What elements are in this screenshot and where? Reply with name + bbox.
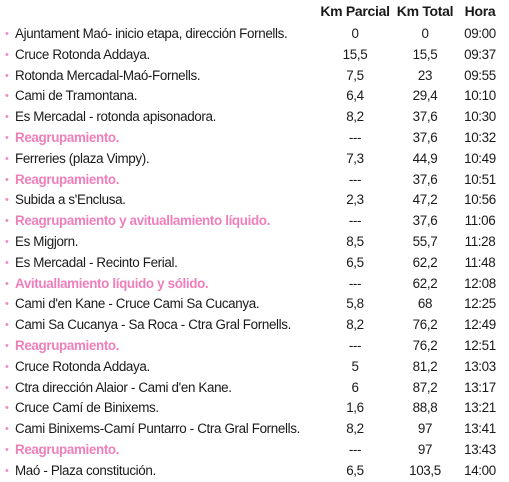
header-hora: Hora — [464, 3, 496, 19]
cell-km-total: 47,2 — [412, 192, 438, 208]
row-label: Cami d'en Kane - Cruce Cami Sa Cucanya. — [15, 296, 260, 312]
cell-km-total: 23 — [417, 67, 433, 83]
cell-km-total: 76,2 — [412, 337, 438, 353]
bullet-icon: • — [5, 339, 9, 352]
cell-km-parcial: 15,5 — [342, 46, 368, 62]
bullet-icon: • — [5, 28, 9, 40]
bullet-icon: • — [5, 235, 9, 248]
regroup-row — [0, 170, 509, 191]
cell-hora: 13:41 — [464, 421, 496, 437]
cell-km-parcial: 7,3 — [346, 150, 364, 166]
table-row — [0, 461, 509, 482]
cell-hora: 12:08 — [464, 275, 496, 291]
cell-km-parcial: 8,2 — [346, 109, 364, 125]
cell-km-parcial: 7,5 — [346, 67, 364, 83]
table-row — [0, 378, 509, 399]
header-km-total: Km Total — [396, 3, 454, 19]
cell-hora: 12:51 — [464, 337, 496, 353]
cell-km-parcial: 5 — [351, 358, 359, 374]
table-body — [0, 24, 509, 482]
cell-km-total: 37,6 — [412, 129, 438, 145]
bullet-icon: • — [5, 423, 9, 436]
bullet-icon: • — [5, 152, 9, 165]
bullet-icon: • — [5, 319, 9, 332]
table-row — [0, 45, 509, 66]
cell-km-total: 97 — [417, 441, 433, 457]
row-label: Reagrupamiento. — [15, 441, 120, 457]
cell-km-total: 76,2 — [412, 317, 438, 333]
cell-km-parcial: 6,4 — [346, 88, 364, 104]
cell-km-total: 37,6 — [412, 213, 438, 229]
cell-km-parcial: 8,5 — [346, 233, 364, 249]
table-row — [0, 398, 509, 419]
bullet-icon: • — [5, 256, 9, 269]
regroup-row — [0, 211, 509, 232]
row-label: Reagrupamiento y avituallamiento líquido. — [15, 213, 270, 229]
bullet-icon: • — [5, 215, 9, 228]
cell-km-total: 37,6 — [412, 109, 438, 125]
cell-km-total: 44,9 — [412, 150, 438, 166]
bullet-icon: • — [5, 111, 9, 124]
cell-km-parcial: --- — [348, 337, 362, 353]
table-row — [0, 86, 509, 107]
header-km-parcial: Km Parcial — [320, 3, 390, 19]
table-row — [0, 253, 509, 274]
cell-hora: 13:43 — [464, 441, 496, 457]
table-row — [0, 66, 509, 87]
table-row — [0, 357, 509, 378]
table-row — [0, 315, 509, 336]
row-label: Cruce Camí de Binixems. — [15, 400, 159, 416]
bullet-icon: • — [5, 464, 9, 477]
bullet-icon: • — [5, 298, 9, 311]
row-label: Cami Binixems-Camí Puntarro - Ctra Gral Fornells. — [15, 421, 300, 437]
cell-km-parcial: 6,5 — [346, 254, 364, 270]
cell-hora: 11:48 — [464, 254, 496, 270]
cell-km-parcial: 0 — [351, 26, 359, 41]
row-label: Es Migjorn. — [15, 233, 79, 249]
cell-hora: 12:25 — [464, 296, 496, 312]
cell-km-total: 103,5 — [409, 462, 441, 478]
cell-hora: 10:49 — [464, 150, 496, 166]
bullet-icon: • — [5, 360, 9, 373]
row-label: Maó - Plaza constitución. — [15, 462, 156, 478]
cell-km-parcial: 1,6 — [346, 400, 364, 416]
bullet-icon: • — [5, 443, 9, 456]
row-label: Cruce Rotonda Addaya. — [15, 46, 150, 62]
cell-km-total: 97 — [417, 421, 433, 437]
cell-hora: 10:56 — [464, 192, 496, 208]
row-label: Cami de Tramontana. — [15, 88, 138, 104]
regroup-row — [0, 440, 509, 461]
cell-km-total: 68 — [417, 296, 433, 312]
row-label: Es Mercadal - rotonda apisonadora. — [15, 109, 216, 125]
row-label: Reagrupamiento. — [15, 337, 120, 353]
row-label: Es Mercadal - Recinto Ferial. — [15, 254, 178, 270]
table-row — [0, 232, 509, 253]
bullet-icon: • — [5, 48, 9, 61]
cell-hora: 09:00 — [464, 26, 496, 41]
cell-km-parcial: --- — [348, 213, 362, 229]
bullet-icon: • — [5, 277, 9, 290]
table-row — [0, 24, 509, 45]
regroup-row — [0, 274, 509, 295]
cell-hora: 14:00 — [464, 462, 496, 478]
row-label: Reagrupamiento. — [15, 129, 120, 145]
row-label: Subida a s'Enclusa. — [15, 192, 126, 208]
cell-hora: 11:06 — [464, 213, 496, 229]
bullet-icon: • — [5, 90, 9, 103]
cell-hora: 10:51 — [464, 171, 496, 187]
cell-hora: 09:37 — [464, 46, 496, 62]
cell-hora: 09:55 — [464, 67, 496, 83]
cell-km-parcial: --- — [348, 441, 362, 457]
table-row — [0, 107, 509, 128]
table-header — [0, 3, 509, 23]
bullet-icon: • — [5, 194, 9, 207]
bullet-icon: • — [5, 173, 9, 186]
regroup-row — [0, 128, 509, 149]
cell-hora: 10:30 — [464, 109, 496, 125]
cell-km-parcial: --- — [348, 171, 362, 187]
cell-km-total: 29,4 — [412, 88, 438, 104]
cell-km-total: 81,2 — [412, 358, 438, 374]
row-label: Rotonda Mercadal-Maó-Fornells. — [15, 67, 201, 83]
row-label: Avituallamiento líquido y sólido. — [15, 275, 209, 291]
cell-km-parcial: 6,5 — [346, 462, 364, 478]
cell-km-parcial: 6 — [351, 379, 359, 395]
cell-km-parcial: --- — [348, 275, 362, 291]
cell-hora: 11:28 — [464, 233, 496, 249]
row-label: Cami Sa Cucanya - Sa Roca - Ctra Gral Fornells. — [15, 317, 292, 333]
regroup-row — [0, 336, 509, 357]
row-label: Ctra dirección Alaior - Cami d'en Kane. — [15, 379, 232, 395]
cell-hora: 13:17 — [464, 379, 496, 395]
table-row — [0, 419, 509, 440]
cell-km-total: 62,2 — [412, 275, 438, 291]
cell-hora: 13:03 — [464, 358, 496, 374]
cell-km-total: 37,6 — [412, 171, 438, 187]
table-row — [0, 149, 509, 170]
cell-km-total: 55,7 — [412, 233, 438, 249]
cell-km-total: 87,2 — [412, 379, 438, 395]
cell-hora: 13:21 — [464, 400, 496, 416]
row-label: Cruce Rotonda Addaya. — [15, 358, 150, 374]
cell-km-parcial: 5,8 — [346, 296, 364, 312]
row-label: Ferreries (plaza Vimpy). — [15, 150, 150, 166]
bullet-icon: • — [5, 402, 9, 415]
table-row — [0, 190, 509, 211]
cell-hora: 10:32 — [464, 129, 496, 145]
bullet-icon: • — [5, 381, 9, 394]
cell-km-total: 88,8 — [412, 400, 438, 416]
row-label: Ajuntament Maó- inicio etapa, dirección Fornells. — [15, 26, 288, 41]
cell-km-total: 15,5 — [412, 46, 438, 62]
row-label: Reagrupamiento. — [15, 171, 120, 187]
cell-km-parcial: 8,2 — [346, 317, 364, 333]
bullet-icon: • — [5, 131, 9, 144]
table-row — [0, 294, 509, 315]
cell-km-parcial: --- — [348, 129, 362, 145]
cell-km-parcial: 8,2 — [346, 421, 364, 437]
cell-km-total: 0 — [421, 26, 429, 41]
cell-km-total: 62,2 — [412, 254, 438, 270]
bullet-icon: • — [5, 69, 9, 82]
cell-hora: 12:49 — [464, 317, 496, 333]
cell-hora: 10:10 — [464, 88, 496, 104]
cell-km-parcial: 2,3 — [346, 192, 364, 208]
